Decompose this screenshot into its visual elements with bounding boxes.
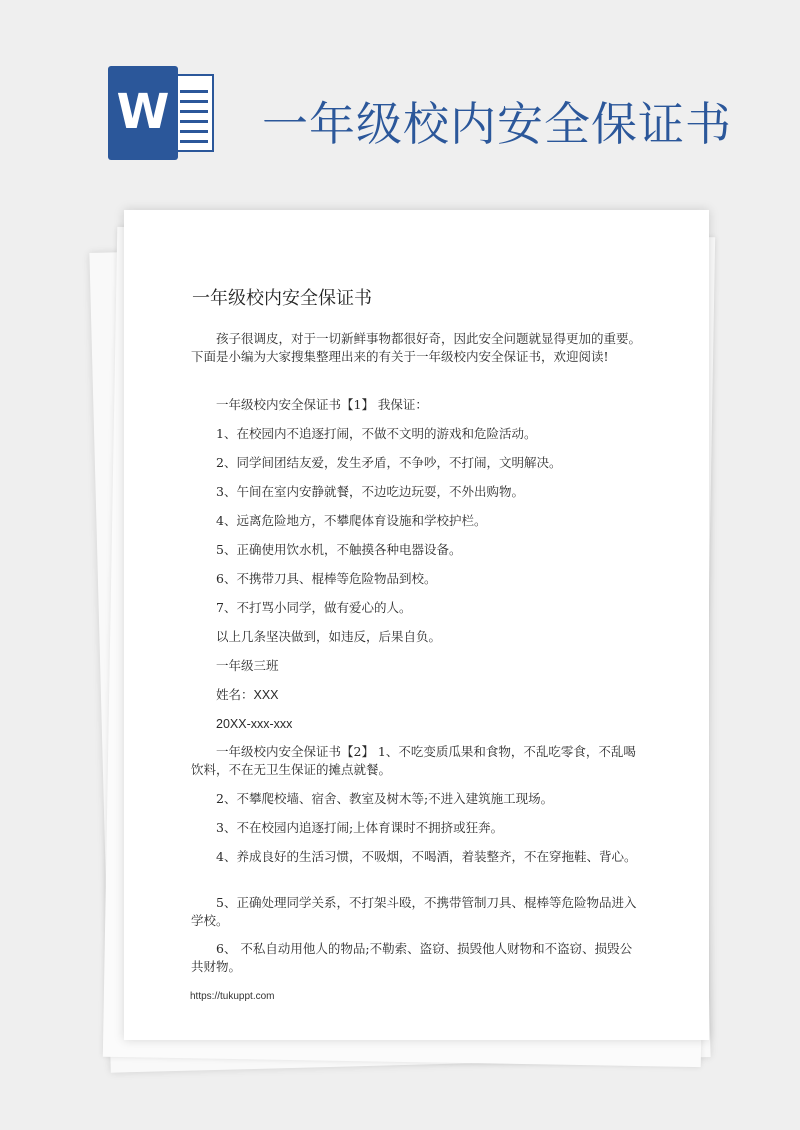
- signature-name: 姓名：XXX: [216, 688, 279, 702]
- word-icon: [108, 66, 218, 160]
- word-letter: W: [116, 84, 170, 140]
- section1-item: 6、不携带刀具、棍棒等危险物品到校。: [216, 571, 437, 586]
- section1-item: 3、午间在室内安静就餐，不边吃边玩耍，不外出购物。: [216, 484, 524, 499]
- section2-item: 3、不在校园内追逐打闹;上体育课时不拥挤或狂奔。: [216, 820, 504, 835]
- signature-date: 20XX-xxx-xxx: [216, 717, 293, 731]
- class-name: 一年级三班: [216, 658, 279, 673]
- header: [0, 0, 800, 210]
- document-title: 一年级校内安全保证书: [192, 288, 372, 309]
- footer-url: https://tukuppt.com: [190, 991, 275, 1002]
- section1-item: 1、在校园内不追逐打闹，不做不文明的游戏和危险活动。: [216, 426, 537, 441]
- intro-paragraph: 孩子很调皮，对于一切新鲜事物都很好奇，因此安全问题就显得更加的重要。下面是小编为大家搜集整理出来的有关于一年级校内安全保证书，欢迎阅读!: [191, 331, 642, 364]
- section1-item: 7、不打骂小同学，做有爱心的人。: [216, 600, 412, 615]
- section2-item: 5、正确处理同学关系，不打架斗殴，不携带管制刀具、棍棒等危险物品进入学校。: [191, 895, 637, 928]
- closing-line: 以上几条坚决做到，如违反，后果自负。: [216, 629, 442, 644]
- section2-item: 6、 不私自动用他人的物品;不勒索、盗窃、损毁他人财物和不盗窃、损毁公共财物。: [191, 941, 633, 974]
- section1-item: 5、正确使用饮水机，不触摸各种电器设备。: [216, 542, 462, 557]
- section1-item: 2、同学间团结友爱，发生矛盾，不争吵，不打闹，文明解决。: [216, 455, 562, 470]
- section1-heading: 一年级校内安全保证书【1】 我保证：: [216, 397, 428, 412]
- section2-item: 2、不攀爬校墙、宿舍、教室及树木等;不进入建筑施工现场。: [216, 791, 554, 806]
- section2-first-item: 一年级校内安全保证书【2】 1、不吃变质瓜果和食物，不乱吃零食，不乱喝饮料，不在无卫生保证的摊点就餐。: [191, 744, 636, 777]
- document-page: [124, 210, 709, 1040]
- section2-item: 4、养成良好的生活习惯，不吸烟，不喝酒，着装整齐，不在穿拖鞋、背心。: [216, 849, 637, 864]
- section1-item: 4、远离危险地方，不攀爬体育设施和学校护栏。: [216, 513, 487, 528]
- page-title: 一年级校内安全保证书: [262, 97, 732, 151]
